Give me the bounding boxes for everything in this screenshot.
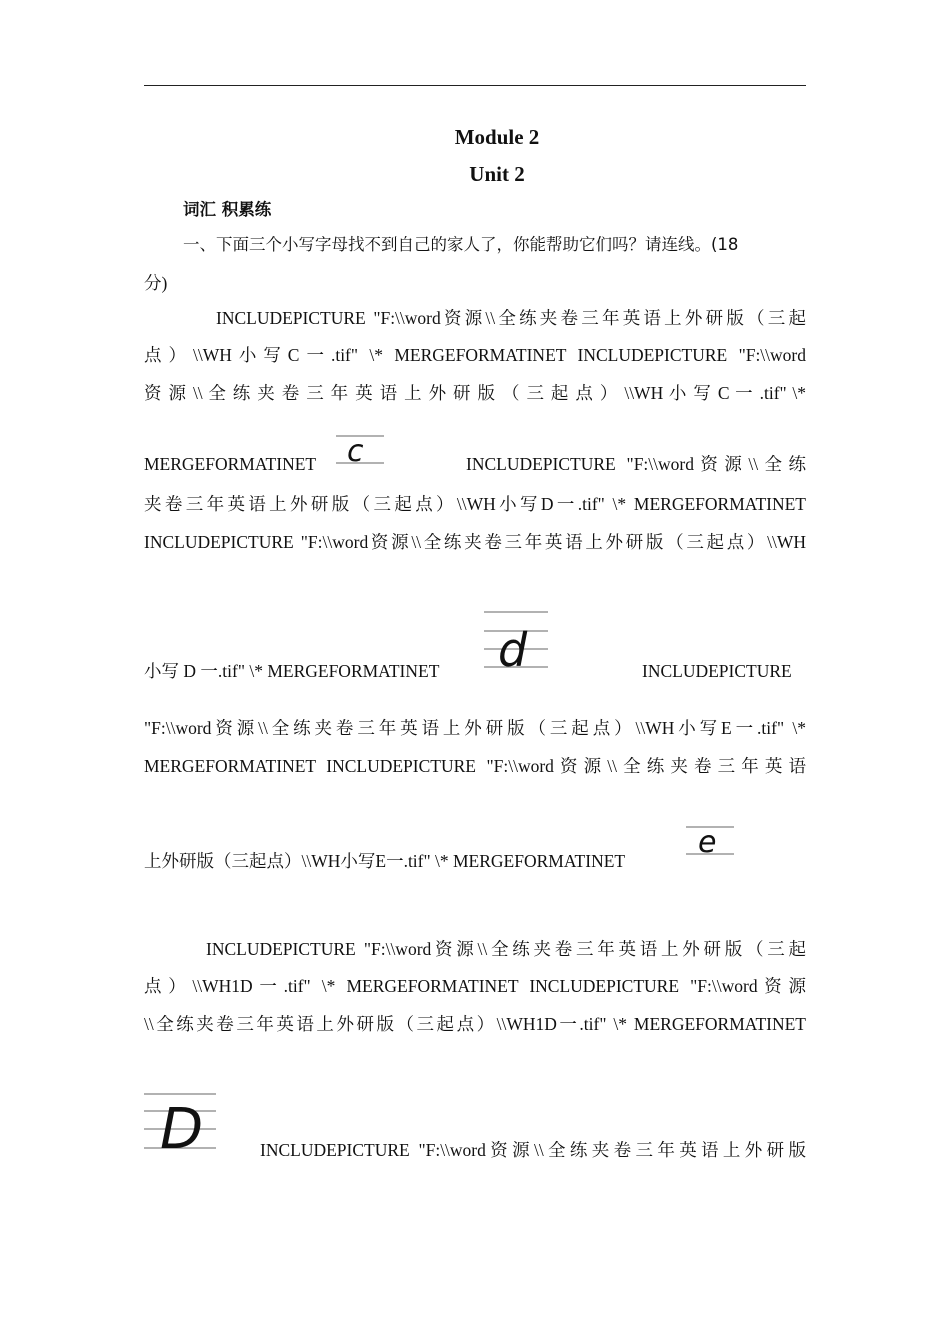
letter-c-glyph: c	[347, 435, 364, 465]
letter-D-image	[144, 1093, 216, 1151]
text-line-3: 资 源 \\ 全 练 夹 卷 三 年 英 语 上 外 研 版 （ 三 起 点 ） \\WH 小 写 C 一 .tif" \*	[144, 383, 806, 403]
text-line-8: "F:\\word资源\\全练夹卷三年英语上外研版（三起点）\\WH小写E一.tif" \*	[144, 718, 806, 738]
text-line-2: 点）\\WH小写C一.tif" \* MERGEFORMATINET INCLUDEPICTURE "F:\\word	[144, 345, 806, 365]
text-line-4b: INCLUDEPICTURE "F:\\word资源\\全练	[466, 454, 806, 474]
unit-title: Unit 2	[469, 162, 525, 186]
text-line-9: MERGEFORMATINET INCLUDEPICTURE "F:\\word资源\\全练夹卷三年英语	[144, 756, 806, 776]
text-line-10: 上外研版（三起点）\\WH小写E一.tif" \* MERGEFORMATINET	[144, 851, 626, 871]
letter-c-image	[336, 435, 384, 465]
section-heading: 词汇 积累练	[183, 200, 272, 219]
letter-D-glyph: D	[160, 1097, 204, 1151]
module-title: Module 2	[454, 125, 540, 149]
text-line-11: INCLUDEPICTURE "F:\\word资源\\全练夹卷三年英语上外研版（三起	[206, 939, 806, 959]
text-line-5: 夹卷三年英语上外研版（三起点）\\WH小写D一.tif" \* MERGEFORMATINET	[144, 494, 806, 514]
text-line-13: \\全练夹卷三年英语上外研版（三起点）\\WH1D一.tif" \* MERGEFORMATINET	[144, 1014, 806, 1034]
letter-d-glyph: d	[498, 623, 528, 673]
text-line-7a: 小写 D 一.tif" \* MERGEFORMATINET	[144, 661, 440, 681]
letter-d-image	[484, 611, 548, 673]
letter-e-glyph: e	[698, 826, 717, 856]
text-line-4a: MERGEFORMATINET	[144, 454, 317, 474]
text-line-1: INCLUDEPICTURE "F:\\word资源\\全练夹卷三年英语上外研版（三起	[216, 308, 806, 328]
text-line-14: INCLUDEPICTURE "F:\\word资源\\全练夹卷三年英语上外研版	[260, 1140, 806, 1160]
question-line-1: 一、下面三个小写字母找不到自己的家人了，你能帮助它们吗？请连线。(18	[183, 235, 739, 254]
letter-e-image	[686, 826, 734, 856]
question-line-2: 分)	[144, 273, 168, 293]
text-line-7b: INCLUDEPICTURE	[642, 661, 792, 681]
text-line-6: INCLUDEPICTURE "F:\\word资源\\全练夹卷三年英语上外研版（三起点）\\WH	[144, 532, 806, 552]
header-rule	[144, 85, 806, 86]
text-line-12: 点）\\WH1D一.tif" \* MERGEFORMATINET INCLUDEPICTURE "F:\\word资源	[144, 976, 806, 996]
